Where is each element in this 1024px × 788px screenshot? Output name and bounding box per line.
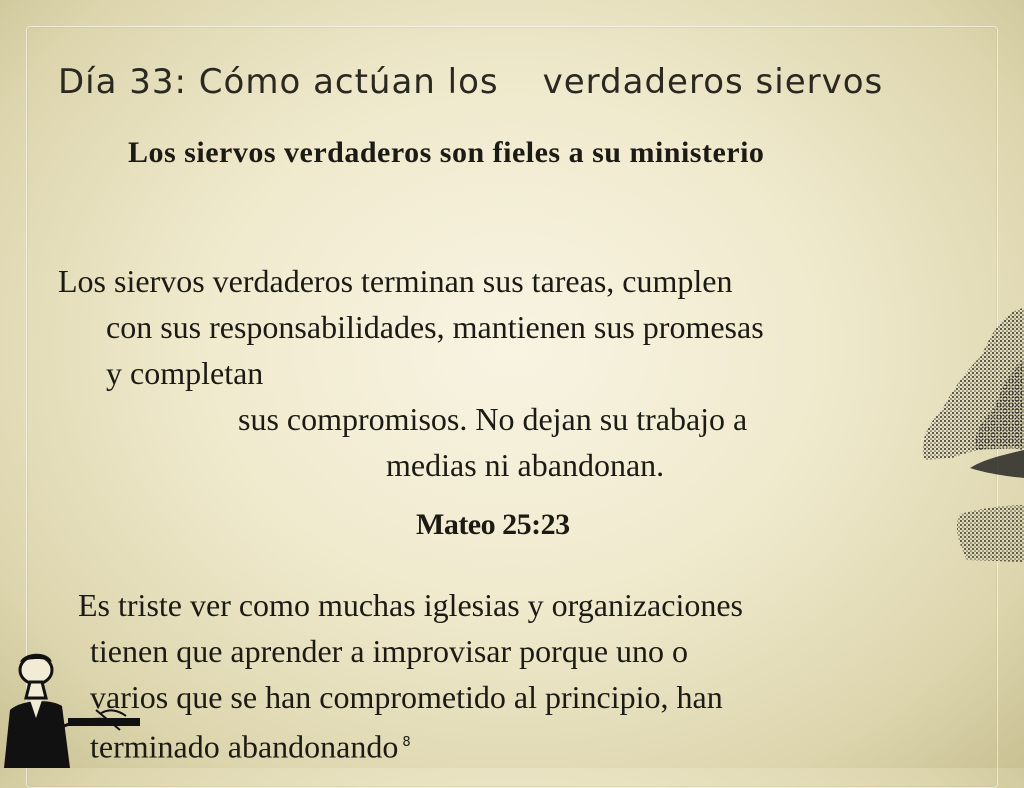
paragraph-line: con sus responsabilidades, mantienen sus promesas [106,309,764,345]
paragraph-line: medias ni abandonan. [386,447,665,483]
slide-title-part1: Día 33: Cómo actúan los [58,62,499,102]
slide-title [58,62,883,102]
slide-subtitle: Los siervos verdaderos son fieles a su ministerio [128,136,765,169]
paragraph-last-text: terminado abandonando [90,728,399,765]
paragraph-line: y completan [106,355,264,391]
footnote-marker: 8 [402,735,411,750]
paragraph-line: tienen que aprender a improvisar porque uno o [90,633,689,669]
bible-reference: Mateo 25:23 [416,508,570,541]
man-writing-clipart-icon [0,648,140,768]
paragraph-line: Los siervos verdaderos terminan sus tareas, cumplen [58,263,733,299]
paragraph-line: varios que se han comprometido al principio, han [90,679,723,715]
tree-clipart-icon [912,300,1024,580]
slide-title-part2: verdaderos siervos [542,62,884,102]
paragraph-line: Es triste ver como muchas iglesias y organizaciones [78,587,743,623]
paragraph-line: sus compromisos. No dejan su trabajo a [238,401,748,437]
